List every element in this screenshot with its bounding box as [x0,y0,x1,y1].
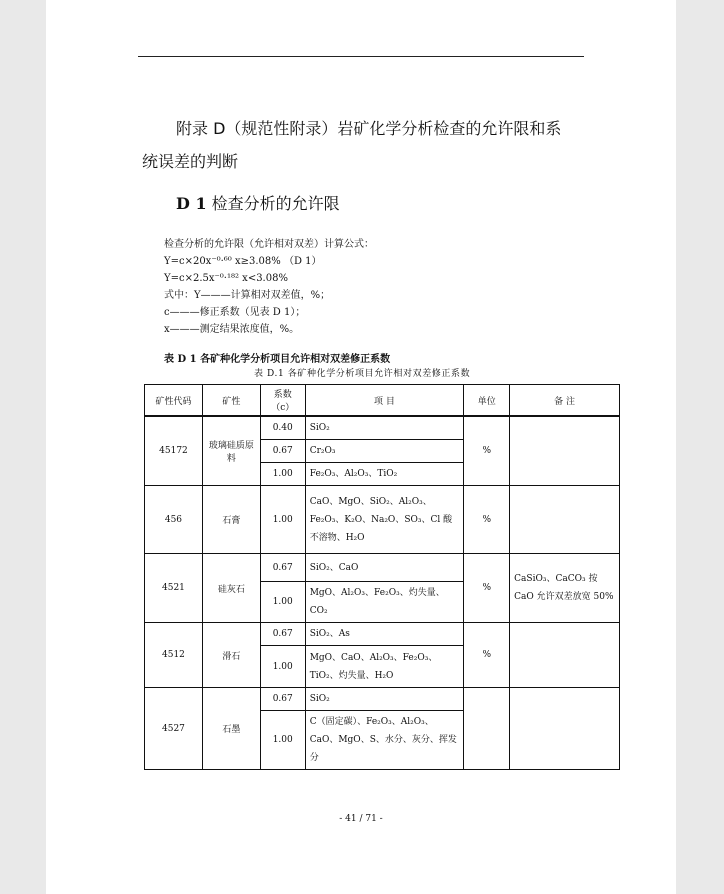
section-title-text: 检查分析的允许限 [211,194,340,213]
coefficient: 1.00 [260,582,305,623]
mineral-name: 石墨 [202,688,260,770]
note [510,688,620,770]
analysis-items: MgO、CaO、Al₂O₃、Fe₂O₃、TiO₂、灼失量、H₂O [305,646,464,688]
section-title [176,191,340,214]
formula-block [164,236,374,338]
mineral-code: 4527 [145,688,203,770]
coefficient: 0.67 [260,623,305,646]
unit: % [464,416,510,486]
unit: % [464,486,510,554]
analysis-items: SiO₂、As [305,623,464,646]
unit [464,688,510,770]
mineral-code: 4512 [145,623,203,688]
coefficient-table [144,384,620,770]
coefficient: 1.00 [260,463,305,486]
table-row [145,623,620,646]
note [510,486,620,554]
header-rule [138,56,584,57]
table-row [145,554,620,582]
mineral-code: 45172 [145,416,203,486]
header-mineral: 矿性 [202,385,260,417]
coefficient: 0.67 [260,688,305,711]
table-header-row [145,385,620,417]
formula-line: 式中：Y———计算相对双差值，%； [164,290,331,301]
mineral-code: 456 [145,486,203,554]
header-items: 项 目 [305,385,464,417]
analysis-items: Fe₂O₃、Al₂O₃、TiO₂ [305,463,464,486]
analysis-items: SiO₂、CaO [305,554,464,582]
coefficient: 1.00 [260,486,305,554]
coefficient: 0.67 [260,440,305,463]
header-coefficient: 系数（c） [260,385,305,417]
analysis-items: CaO、MgO、SiO₂、Al₂O₃、Fe₂O₃、K₂O、Na₂O、SO₃、Cl 酸不溶物、H₂O [305,486,464,554]
coefficient: 1.00 [260,646,305,688]
mineral-name: 玻璃硅质原料 [202,416,260,486]
appendix-title [142,112,592,178]
coefficient: 0.40 [260,416,305,440]
note: CaSiO₃、CaCO₃ 按 CaO 允许双差放宽 50% [510,554,620,623]
coefficient: 0.67 [260,554,305,582]
header-note: 备 注 [510,385,620,417]
formula-line: x———测定结果浓度值，%。 [164,324,300,335]
analysis-items: SiO₂ [305,688,464,711]
table-caption-bold: 表 D 1 各矿种化学分析项目允许相对双差修正系数 [164,354,391,365]
analysis-items: MgO、Al₂O₃、Fe₂O₃、灼失量、CO₂ [305,582,464,623]
analysis-items: C（固定碳）、Fe₂O₃、Al₂O₃、CaO、MgO、S、水分、灰分、挥发分 [305,711,464,770]
header-code: 矿性代码 [145,385,203,417]
mineral-name: 硅灰石 [202,554,260,623]
document-page [46,0,676,894]
formula-line: c———修正系数（见表 D 1）； [164,307,306,318]
header-unit: 单位 [464,385,510,417]
table-row [145,486,620,554]
table-caption: 表 D.1 各矿种化学分析项目允许相对双差修正系数 [254,369,471,379]
page-number: - 41 / 71 - [339,814,383,824]
mineral-name: 石膏 [202,486,260,554]
appendix-title-line1: 附录 D（规范性附录）岩矿化学分析检查的允许限和系 [176,119,562,138]
mineral-name: 滑石 [202,623,260,688]
analysis-items: Cr₂O₃ [305,440,464,463]
formula-line: Y=c×20x⁻⁰·⁶⁰ x≥3.08% （D 1） [164,256,322,267]
section-number: D 1 [176,194,207,213]
note [510,623,620,688]
mineral-code: 4521 [145,554,203,623]
formula-line: Y=c×2.5x⁻⁰·¹⁸² x<3.08% [164,273,288,284]
analysis-items: SiO₂ [305,416,464,440]
unit: % [464,623,510,688]
coefficient: 1.00 [260,711,305,770]
table-row [145,688,620,711]
unit: % [464,554,510,623]
appendix-title-line2: 统误差的判断 [142,152,239,171]
table-row [145,416,620,440]
note [510,416,620,486]
formula-line: 检查分析的允许限（允许相对双差）计算公式： [164,239,374,250]
